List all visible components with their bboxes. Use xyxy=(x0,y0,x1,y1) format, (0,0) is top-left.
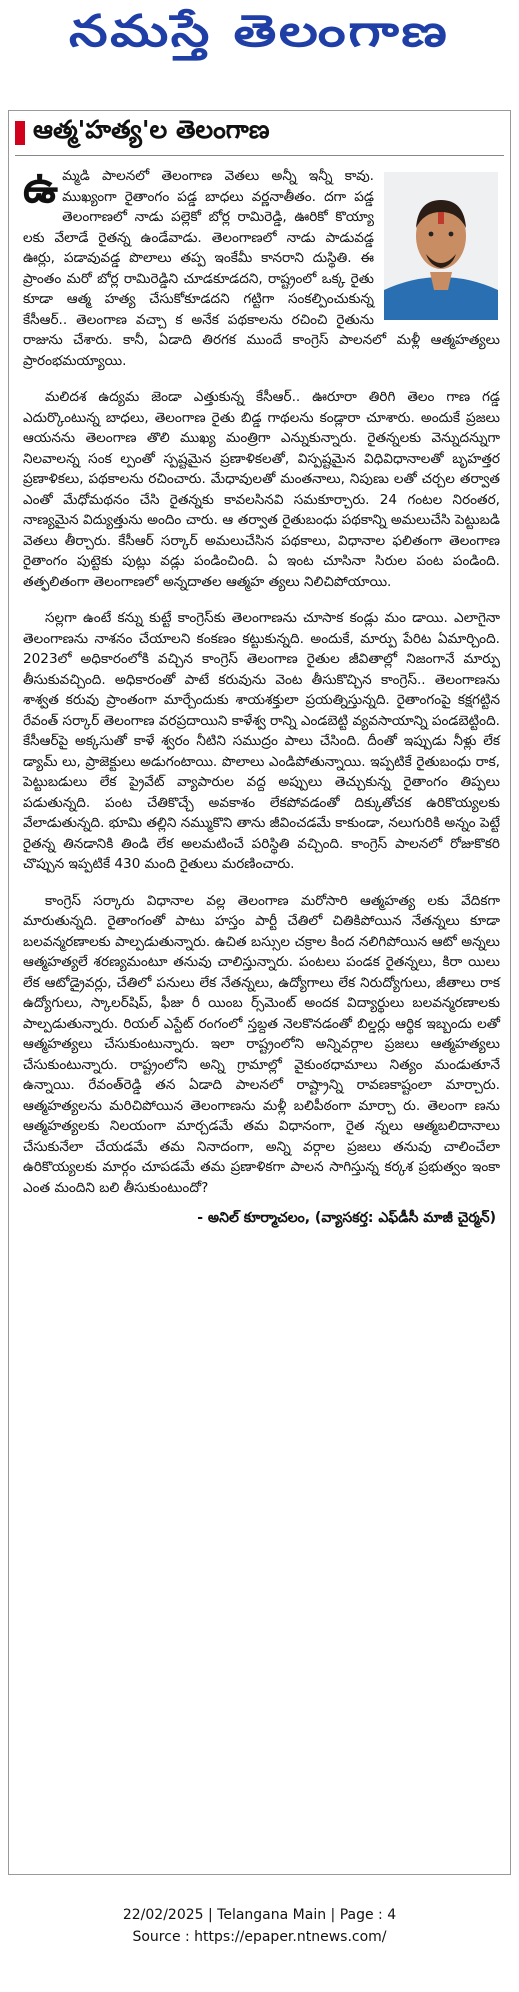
masthead xyxy=(0,0,519,74)
footer xyxy=(0,1904,519,1948)
byline: - అనిల్ కూర్మాచలం, (వ్యాసకర్త: ఎఫ్‌డీసీ మాజీ చైర్మన్) xyxy=(197,1210,496,1226)
masthead-title: నమస్తే తెలంగాణ xyxy=(69,6,450,57)
footer-date-line: 22/02/2025 | Telangana Main | Page : 4 xyxy=(122,1907,397,1923)
footer-source-line: Source : https://epaper.ntnews.com/ xyxy=(132,1929,387,1945)
headline xyxy=(15,111,504,156)
headline-bar xyxy=(15,121,25,145)
paragraph-3: సల్లగా ఉంటే కన్ను కుట్టే కాంగ్రెస్‌కు తెలంగాణను చూసాక కండ్లు మం డాయి. ఎలాగైనా తెలంగాణను నాశనం చేయాలని కంకణం కట్టుకున్నది. అందుకే, మార్పు పేరిట ఏమార్చింది. 2023లో అధికారంలోకి వచ్చిన కాంగ్రెస్ తెలంగాణ రైతుల జీవితాల్లో నిజంగానే మార్పు తీసుకువచ్చింది. అధికారంతో పాటే కరువును వెంట తీసుకొచ్చిన కాంగ్రెస్.. తెలంగాణను శాశ్వత కరువు ప్రాంతంగా మార్చేందుకు శాయశక్తులా ప్రయత్నిస్తున్నది. రైతాంగంపై కక్షగట్టిన రేవంత్ సర్కార్ తెలంగాణ వరప్రదాయిని కాళేశ్వ రాన్ని ఎండబెట్టి వ్యవసాయాన్ని పండబెట్టింది. కేసీఆర్‌పై అక్కసుతో కాళే శ్వరం నీటిని సముద్రం పాలు చేసింది. దీంతో ఇప్పుడు నీళ్లు లేక డ్యామ్ లు, ప్రాజెక్టులు అడుగంటాయి. పొలాలు ఎండిపోతున్నాయి. ఇప్పటికే రైతుబంధు రాక, పెట్టుబడులు లేక ప్రైవేట్ వ్యాపారుల వద్ద అప్పులు తెచ్చుకున్న రైతాంగం తిప్పలు పడుతున్నది. పంట చేతికొచ్చే అవకాశం లేకపోవడంతో దిక్కుతోచక ఉరికొయ్యలకు వేలాడుతున్నది. భూమి తల్లిని నమ్ముకొని తాను జీవించడమే కాకుండా, నలుగురికి అన్నం పెట్టే రైతన్న తినడానికి తిండి లేక అలమటించే పరిస్థితి వచ్చింది. కాంగ్రెస్ పాలనలో రోజుకొకరి చొప్పున ఇప్పటికే 430 మంది రైతులు మరణించారు. xyxy=(23,610,500,872)
author-photo-icon xyxy=(384,172,498,320)
article-body xyxy=(9,156,510,1229)
article xyxy=(8,110,511,1875)
author-photo xyxy=(384,172,498,320)
paragraph-4: కాంగ్రెస్ సర్కారు విధానాల వల్ల తెలంగాణ మరోసారి ఆత్మహత్య లకు వేదికగా మారుతున్నది. రైతాంగంతో పాటు హస్తం పార్టీ చేతిలో చితికిపోయిన నేతన్నలు కూడా బలవన్మరణాలకు పాల్పడుతున్నారు. ఉచిత బస్సుల చక్రాల కింద నలిగిపోయిన ఆటో అన్నలు ఆత్మహత్యలే శరణ్యమంటూ తనువు చాలిస్తున్నారు. పంటలు పండక రైతన్నలు, కిరా యిలు లేక ఆటోడ్రైవర్లు, చేతిలో పనులు లేక నేతన్నలు, ఉద్యోగాలు లేక నిరుద్యోగులు, జీతాలు రాక ఉద్యోగులు, స్కాలర్‌షిప్, ఫీజు రీ యింబ ర్స్‌మెంట్ అందక విద్యార్థులు బలవన్మరణాలకు పాల్పడుతున్నారు. రియల్ ఎస్టేట్ రంగంలో స్తబ్దత నెలకొనడంతో బిల్డర్లు ఆర్థిక ఇబ్బందు లతో ఆత్మహత్యలు చేసుకుంటున్నారు. ఇలా రాష్ట్రంలోని అన్నివర్గాల ప్రజలు ఆత్మహత్యలు చేసుకుంటున్నారు. రాష్ట్రంలోని అన్ని గ్రామాల్లో వైకుంఠధామాలు నిత్యం మండుతూనే ఉన్నాయి. రేవంత్‌రెడ్డి తన ఏడాది పాలనలో రాష్ట్రాన్ని రావణకాష్టంలా మార్చారు. ఆత్మహత్యలను మరిచిపోయిన తెలంగాణను మళ్లీ బలిపీఠంగా మార్చా రు. తెలంగా ణను ఆత్మహత్యలకు నిలయంగా మార్చడమే తమ విధానంగా, రైత న్నలు ఆత్మబలిదానాలు చేసుకునేలా చేయడమే తమ నినాదంగా, అన్ని వర్గాల ప్రజలు తనువు చాలించేలా ఉరికొయ్యలకు మార్గం చూపడమే తమ ప్రణాళికగా పాలన సాగిస్తున్న కర్కశ ప్రభుత్వం ఇంకా ఎంత మందిని బలి తీసుకుంటుందో? xyxy=(23,892,500,1196)
dropcap: ఉ xyxy=(23,162,59,213)
paragraph-2: మలిదశ ఉద్యమ జెండా ఎత్తుకున్న కేసీఆర్.. ఊరూరా తిరిగి తెలం గాణ గడ్డ ఎదుర్కొంటున్న బాధలు, తెలంగాణ రైతు బిడ్డ గాథలను కండ్లారా చూశారు. అందుకే ప్రజలు ఆయనను తెలంగాణ తొలి ముఖ్య మంత్రిగా ఎన్నుకున్నారు. రైతన్నలకు వెన్నుదన్నుగా నిలవాలన్న సంక ల్పంతో స్పష్టమైన ప్రణాళికలతో, విస్పష్టమైన విధివిధానాలతో బృహత్తర ప్రణాళికలు, పథకాలను రచించారు. మేధావులతో మంతనాలు, నిపుణు లతో చర్చల తర్వాత ఎంతో మేధోమథనం చేసి రైతన్నకు కావలసినవి సమకూర్చారు. 24 గంటల నిరంతర, నాణ్యమైన విద్యుత్తును అందిం చారు. ఆ తర్వాత రైతుబంధు పథకాన్ని అమలుచేసి పెట్టుబడి వెతలు తీర్చారు. కేసీఆర్ సర్కార్ అమలుచేసిన పథకాలు, విధానాల ఫలితంగా తెలంగాణ రైతాంగం పుట్టెకు పుట్లు వడ్లు పండించింది. ఏ ఇంట చూసినా సిరుల పంట పండింది. తత్ఫలితంగా తెలంగాణలో అన్నదాతల ఆత్మహ త్యలు నిలిచిపోయాయి. xyxy=(23,389,500,590)
paragraph-1-text: మ్మడి పాలనలో తెలంగాణ వెతలు అన్నీ ఇన్నీ కావు. ముఖ్యంగా రైతాంగం పడ్డ బాధలు వర్ణనాతీతం. దగా పడ్డ తెలంగాణలో నాడు పల్లెకో బోర్ల రామిరెడ్డి, ఊరికో కొయ్యా లకు వేలాడే రైతన్న ఉండేవాడు. తెలంగాణలో నాడు పాడువడ్డ ఊర్లు, పడావువడ్డ పొలాలు తప్ప ఇంకేమీ కానరాని దుస్థితి. ఈ ప్రాంతం మరో బోర్ల రామిరెడ్డిని చూడకూడదని, రాష్ట్రంలో ఒక్క రైతు కూడా ఆత్మ హత్య చేసుకోకూడదని గట్టిగా సంకల్పించుకున్న కేసీఆర్.. తెలంగాణ వచ్చా క అనేక పథకాలను రచించి రైతును రాజును చేశారు. కానీ, ఏడాది తిరగక ముందే కాంగ్రెస్ పాలనలో మళ్లీ ఆత్మహత్యలు ప్రారంభమయ్యాయి. xyxy=(23,168,500,369)
headline-text: ఆత్మ'హత్య'ల తెలంగాణ xyxy=(33,115,270,144)
